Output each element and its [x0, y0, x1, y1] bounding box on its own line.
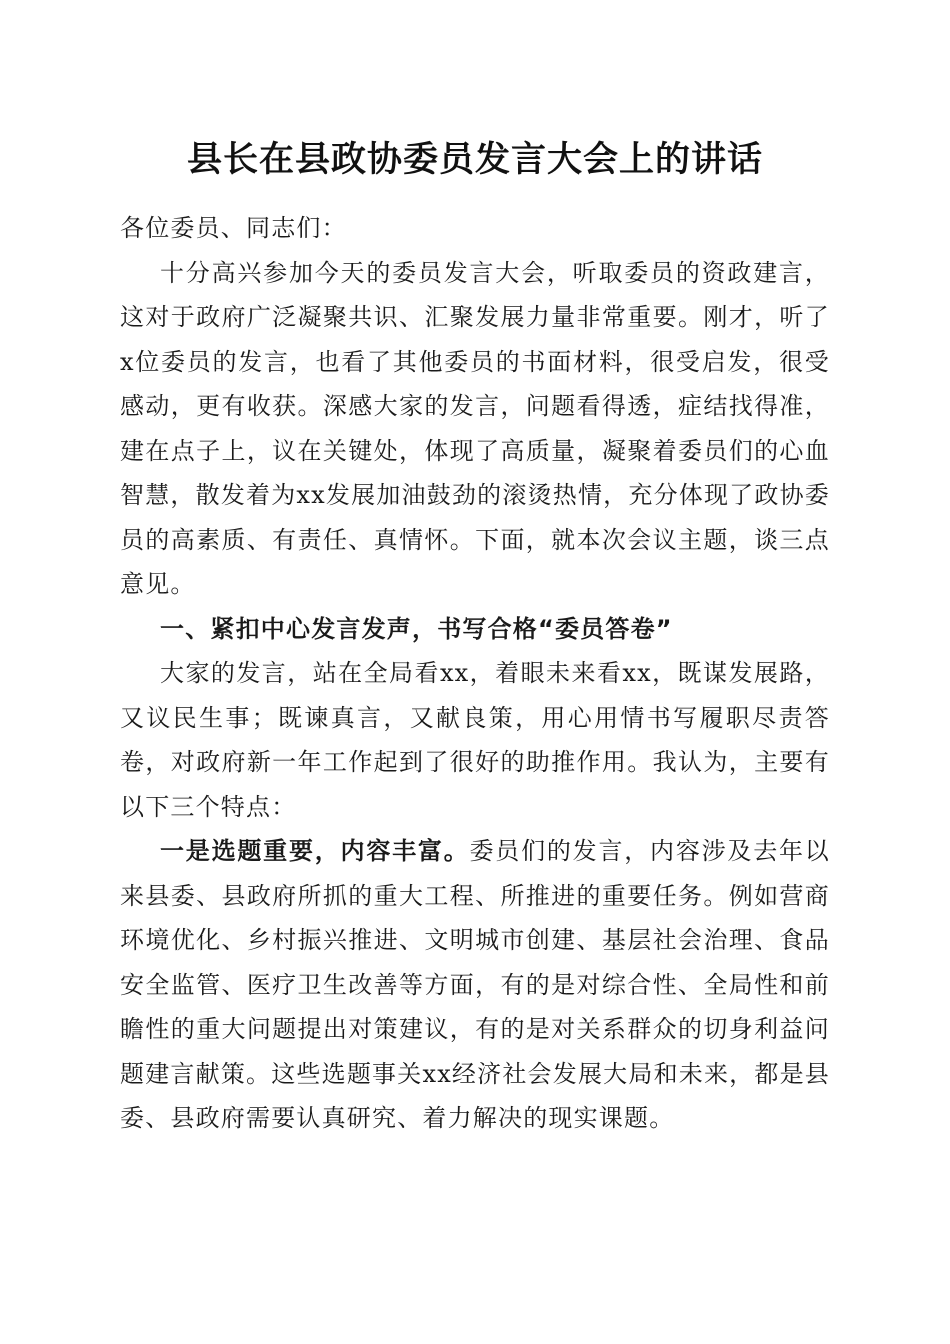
point-1-paragraph [120, 829, 830, 1141]
section-heading-1: 一、紧扣中心发言发声，书写合格“委员答卷” [160, 614, 673, 643]
opening-paragraph: 十分高兴参加今天的委员发言大会，听取委员的资政建言，这对于政府广泛凝聚共识、汇聚发展力量非常重要。刚才，听了x位委员的发言，也看了其他委员的书面材料，很受启发，很受感动，更有收获。深感大家的发言，问题看得透，症结找得准，建在点子上，议在关键处，体现了高质量，凝聚着委员们的心血智慧，散发着为xx发展加油鼓劲的滚烫热情，充分体现了政协委员的高素质、有责任、真情怀。下面，就本次会议主题，谈三点意见。 [120, 258, 830, 598]
point-1-lead: 一是选题重要，内容丰富。 [160, 836, 470, 865]
document-title: 县长在县政协委员发言大会上的讲话 [186, 139, 763, 180]
salutation: 各位委员、同志们： [120, 214, 347, 242]
section-1-paragraph: 大家的发言，站在全局看xx，着眼未来看xx，既谋发展路，又议民生事；既谏真言，又献良策，用心用情书写履职尽责答卷，对政府新一年工作起到了很好的助推作用。我认为，主要有以下三个特点： [120, 659, 830, 821]
document-body [120, 206, 830, 1141]
point-1-text: 委员们的发言，内容涉及去年以来县委、县政府所抓的重大工程、所推进的重要任务。例如营商环境优化、乡村振兴推进、文明城市创建、基层社会治理、食品安全监管、医疗卫生改善等方面，有的是对综合性、全局性和前瞻性的重大问题提出对策建议，有的是对关系群众的切身利益问题建言献策。这些选题事关xx经济社会发展大局和未来，都是县委、县政府需要认真研究、着力解决的现实课题。 [120, 837, 830, 1132]
